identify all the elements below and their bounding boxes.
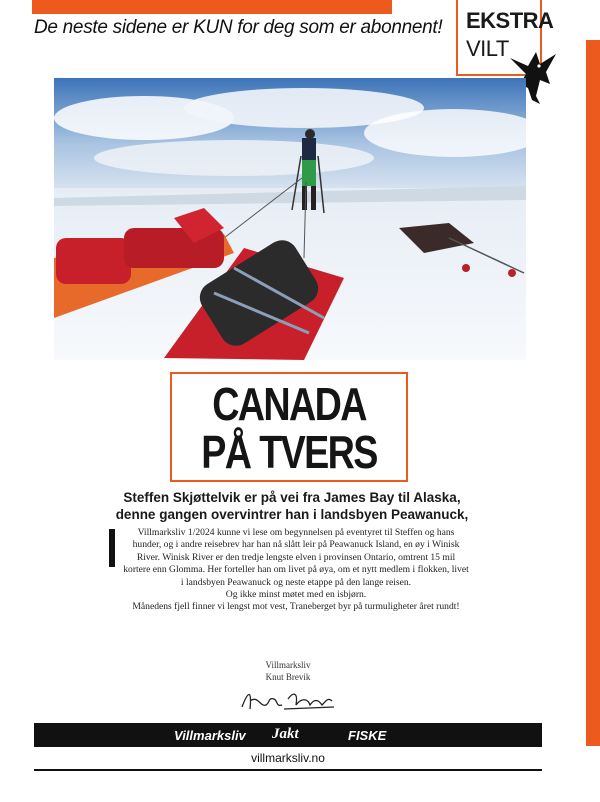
expedition-photo <box>54 78 526 360</box>
article-title-box <box>170 372 408 482</box>
article-body <box>110 527 482 614</box>
bottom-rule <box>34 769 542 771</box>
brand-villmarksliv[interactable]: Villmarksliv <box>174 728 246 743</box>
body-line: Og ikke minst møtet med en isbjørn. <box>225 589 367 601</box>
top-accent-bar <box>32 0 392 14</box>
editor-signature <box>238 685 334 715</box>
website-url[interactable]: villmarksliv.no <box>251 751 325 765</box>
signoff-publication: Villmarksliv <box>265 660 311 670</box>
side-accent-bar <box>586 40 600 746</box>
title-line-2: PÅ TVERS <box>201 426 377 478</box>
article-lead <box>110 489 474 523</box>
signoff-editor: Knut Brevik <box>265 672 311 682</box>
badge-line-1: EKSTRA <box>466 8 554 33</box>
title-line-1: CANADA <box>212 378 366 430</box>
subscriber-tagline: De neste sidene er KUN for deg som er abonnent! <box>34 17 443 38</box>
brand-jakt[interactable]: Jakt <box>272 726 299 742</box>
lead-line-1: Steffen Skjøttelvik er på vei fra James Bay til Alaska, <box>123 490 461 505</box>
signoff <box>0 659 576 683</box>
body-line: Månedens fjell finner vi lengst mot vest, Traneberget byr på turmuligheter året rundt! <box>132 601 460 613</box>
body-line: hunder, og i andre reisebrev har han nå slått leir på Peawanuck Island, en øy i Winisk <box>132 539 460 551</box>
brand-fiske[interactable]: FISKE <box>348 728 387 743</box>
badge-line-2: VILT <box>466 36 509 61</box>
body-line: River. Winisk River er den tredje lengste elven i provinsen Ontario, omtrent 15 mil <box>136 551 456 563</box>
body-line: i landsbyen Peawanuck og neste etappe på den lange reisen. <box>180 576 412 588</box>
lead-line-2: denne gangen overvintrer han i landsbyen Peawanuck, <box>115 507 469 522</box>
body-line: Villmarksliv 1/2024 kunne vi lese om begynnelsen på eventyret til Steffen og hans <box>137 527 455 538</box>
body-line: kortere enn Glomma. Her forteller han om livet på øya, om et nytt medlem i flokken, livet <box>123 564 469 576</box>
